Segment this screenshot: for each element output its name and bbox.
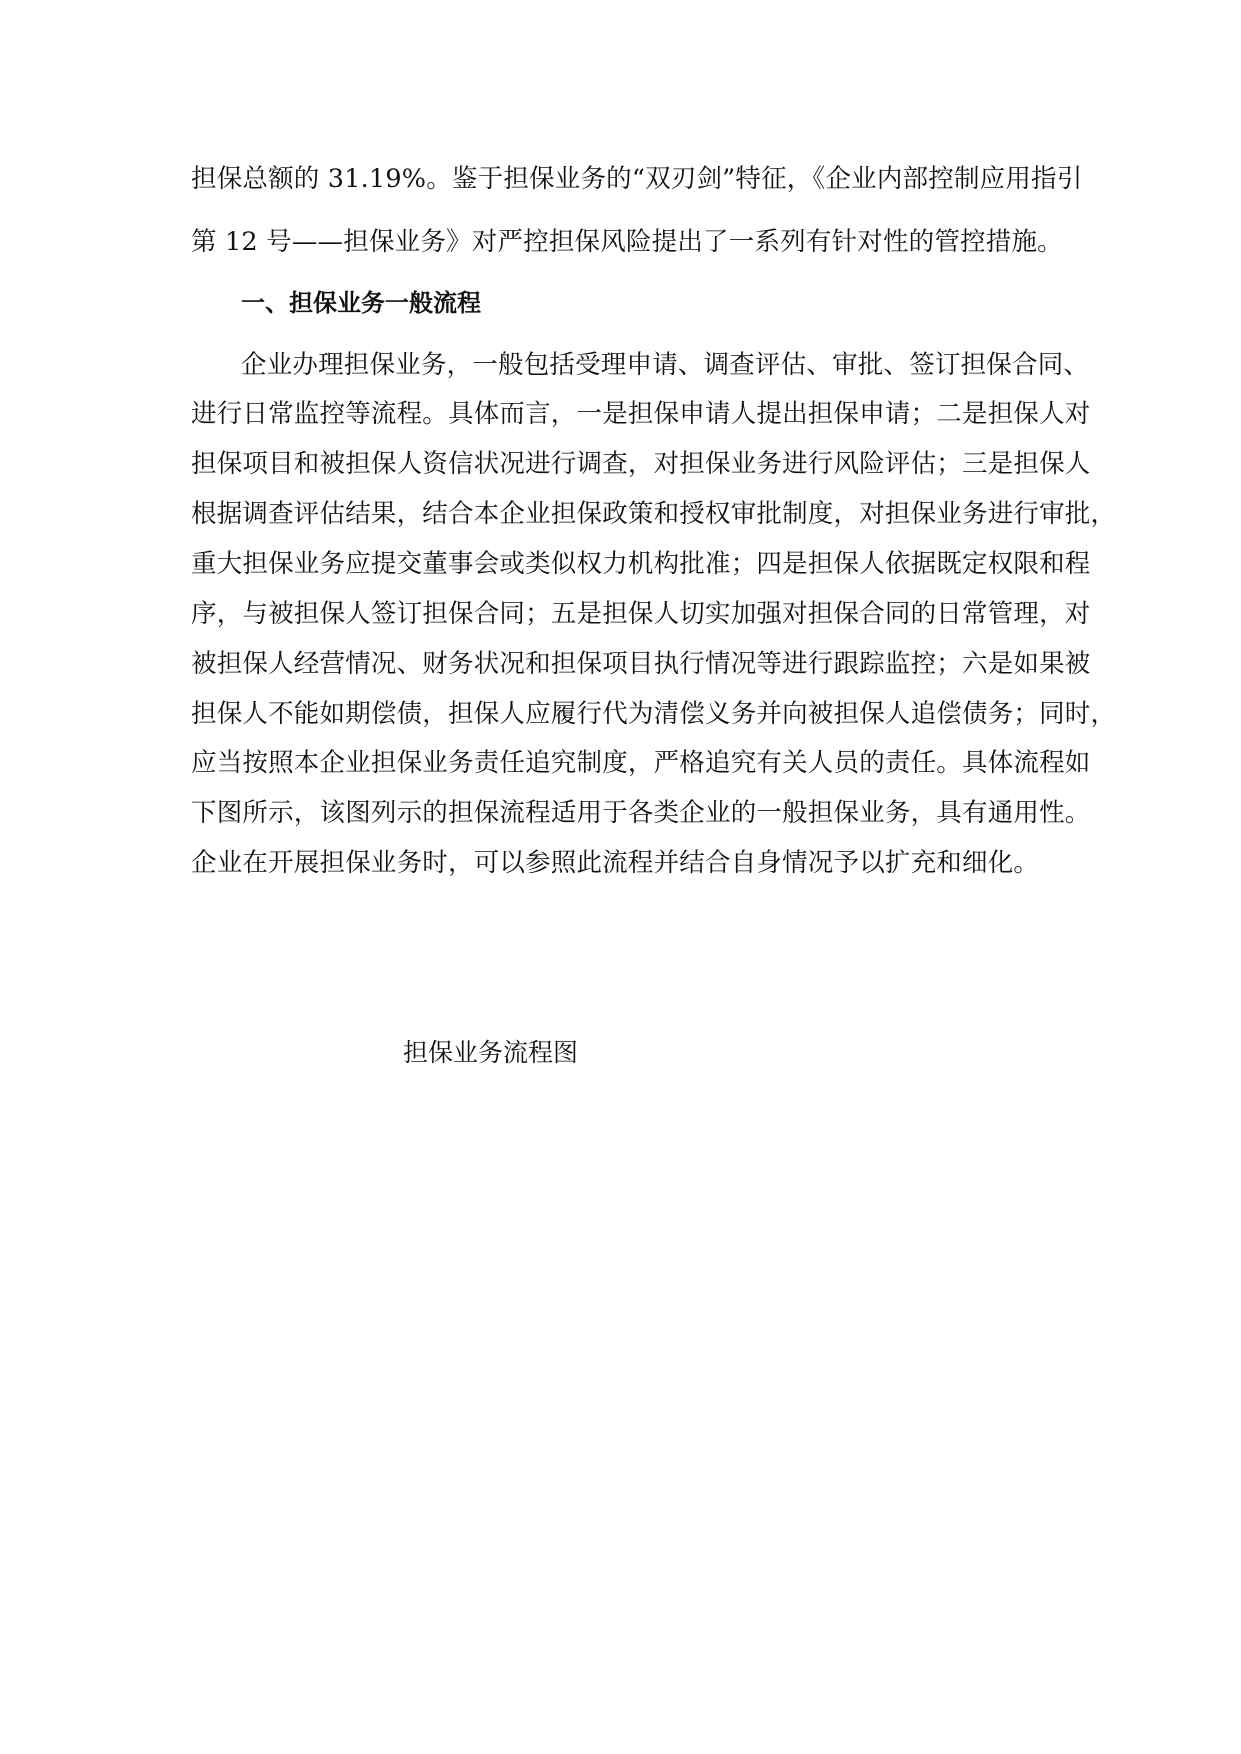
text-line: 担保总额的 31.19%。鉴于担保业务的“双刃剑”特征，《企业内部控制应用指引 [191, 164, 1083, 194]
section-heading: 一、担保业务一般流程 [241, 289, 481, 317]
figure-caption: 担保业务流程图 [403, 1038, 579, 1067]
paragraph-line: 下图所示，该图列示的担保流程适用于各类企业的一般担保业务，具有通用性。 [191, 798, 1091, 828]
paragraph-line: 企业在开展担保业务时，可以参照此流程并结合自身情况予以扩充和细化。 [191, 848, 1040, 878]
paragraph-line: 根据调查评估结果，结合本企业担保政策和授权审批制度，对担保业务进行审批， [191, 499, 1117, 529]
paragraph-line: 担保人不能如期偿债，担保人应履行代为清偿义务并向被担保人追偿债务；同时， [191, 699, 1117, 729]
paragraph-line: 企业办理担保业务，一般包括受理申请、调查评估、审批、签订担保合同、 [241, 350, 1090, 380]
paragraph-line: 进行日常监控等流程。具体而言，一是担保申请人提出担保申请；二是担保人对 [191, 399, 1091, 429]
paragraph-line: 担保项目和被担保人资信状况进行调查，对担保业务进行风险评估；三是担保人 [191, 449, 1091, 479]
paragraph-line: 被担保人经营情况、财务状况和担保项目执行情况等进行跟踪监控；六是如果被 [191, 649, 1091, 679]
paragraph-line: 重大担保业务应提交董事会或类似权力机构批准；四是担保人依据既定权限和程 [191, 549, 1091, 579]
paragraph-line: 应当按照本企业担保业务责任追究制度，严格追究有关人员的责任。具体流程如 [191, 748, 1091, 778]
text-line: 第 12 号——担保业务》对严控担保风险提出了一系列有针对性的管控措施。 [191, 227, 1063, 257]
paragraph-line: 序，与被担保人签订担保合同；五是担保人切实加强对担保合同的日常管理，对 [191, 599, 1091, 629]
